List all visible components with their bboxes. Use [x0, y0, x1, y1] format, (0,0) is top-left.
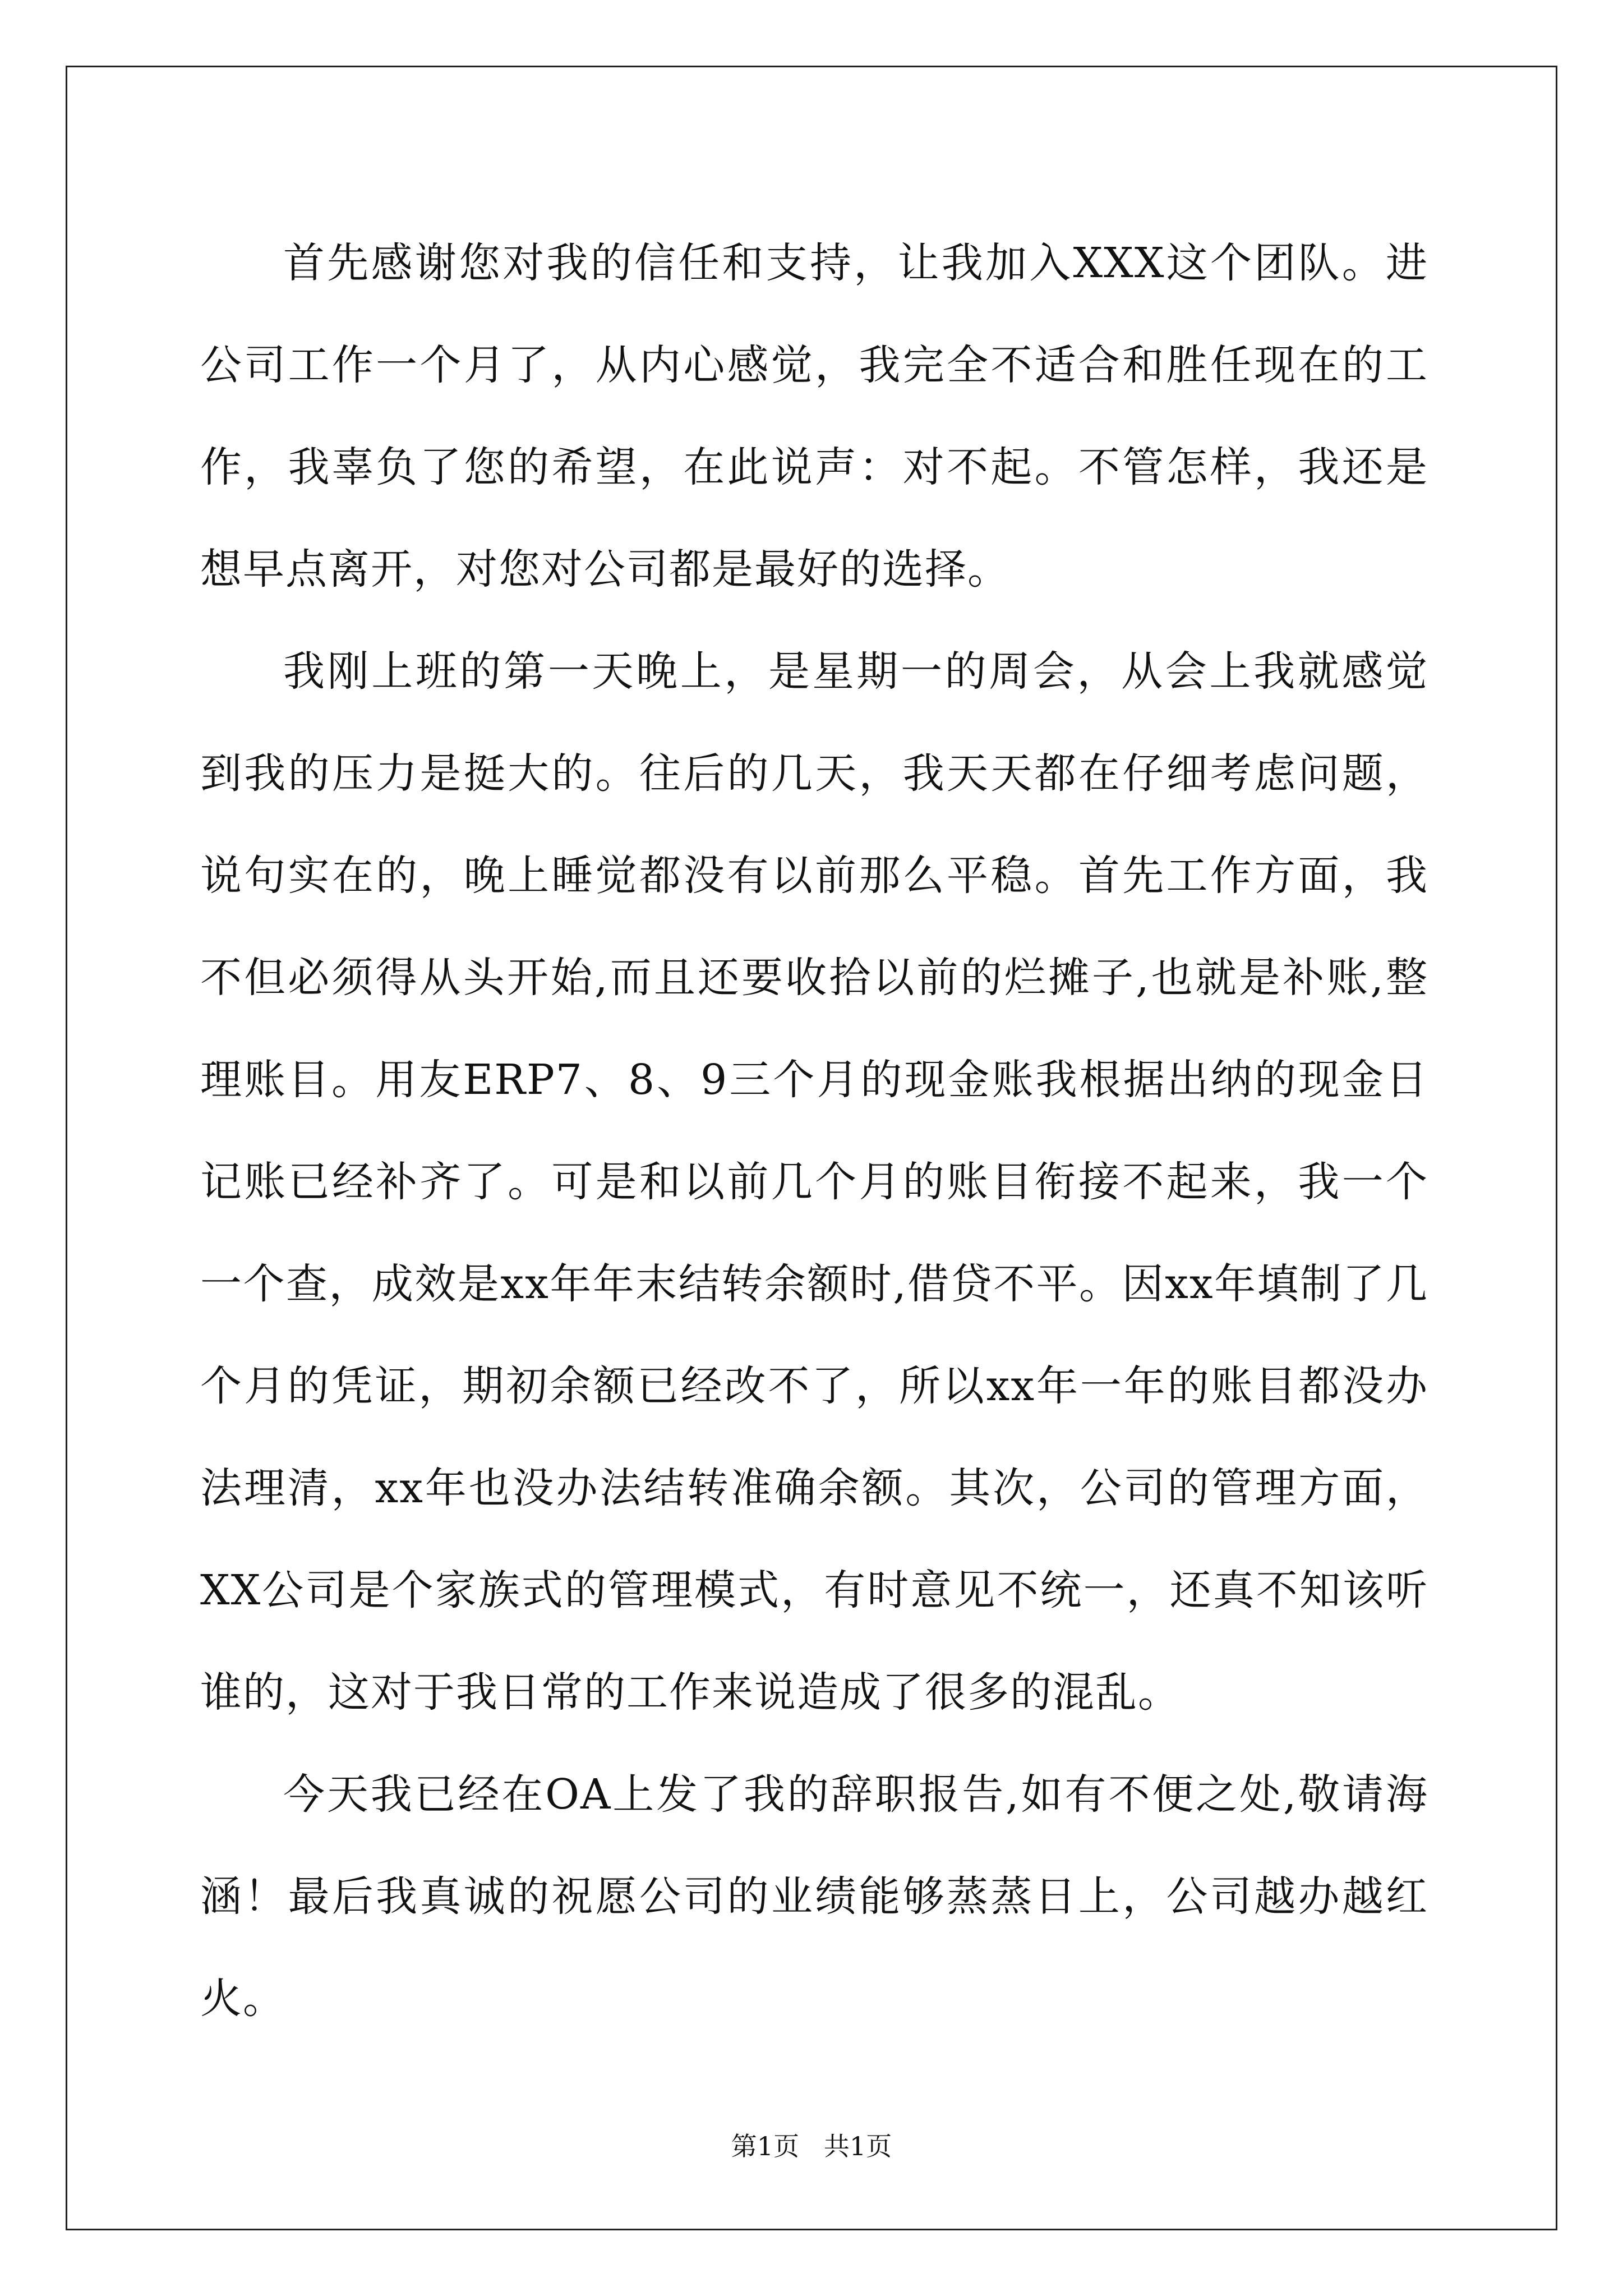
- paragraph-closing: 今天我已经在OA上发了我的辞职报告,如有不便之处,敬请海涵！最后我真诚的祝愿公司的业绩能够蒸蒸日上，公司越办越红火。: [200, 1770, 1428, 2023]
- paragraph-work-situation: 我刚上班的第一天晚上，是星期一的周会，从会上我就感觉到我的压力是挺大的。往后的几天，我天天都在仔细考虑问题，说句实在的，晚上睡觉都没有以前那么平稳。首先工作方面，我不但必须得从头开始,而且还要收拾以前的烂摊子,也就是补账,整理账目。用友ERP7、8、9三个月的现金账我根据出纳的现金日记账已经补齐了。可是和以前几个月的账目衔接不起来，我一个一个查，成效是xx年年末结转余额时,借贷不平。因xx年填制了几个月的凭证，期初余额已经改不了，所以xx年一年的账目都没办法理清，xx年也没办法结转准确余额。其次，公司的管理方面，XX公司是个家族式的管理模式，有时意见不统一，还真不知该听谁的，这对于我日常的工作来说造成了很多的混乱。: [200, 647, 1428, 1717]
- page-number-footer: 第1页 共1页: [731, 2131, 892, 2161]
- paragraph-gratitude: 首先感谢您对我的信任和支持，让我加入XXX这个团队。进公司工作一个月了，从内心感觉，我完全不适合和胜任现在的工作，我辜负了您的希望，在此说声：对不起。不管怎样，我还是想早点离开，对您对公司都是最好的选择。: [200, 239, 1428, 593]
- document-body: [200, 212, 1428, 2050]
